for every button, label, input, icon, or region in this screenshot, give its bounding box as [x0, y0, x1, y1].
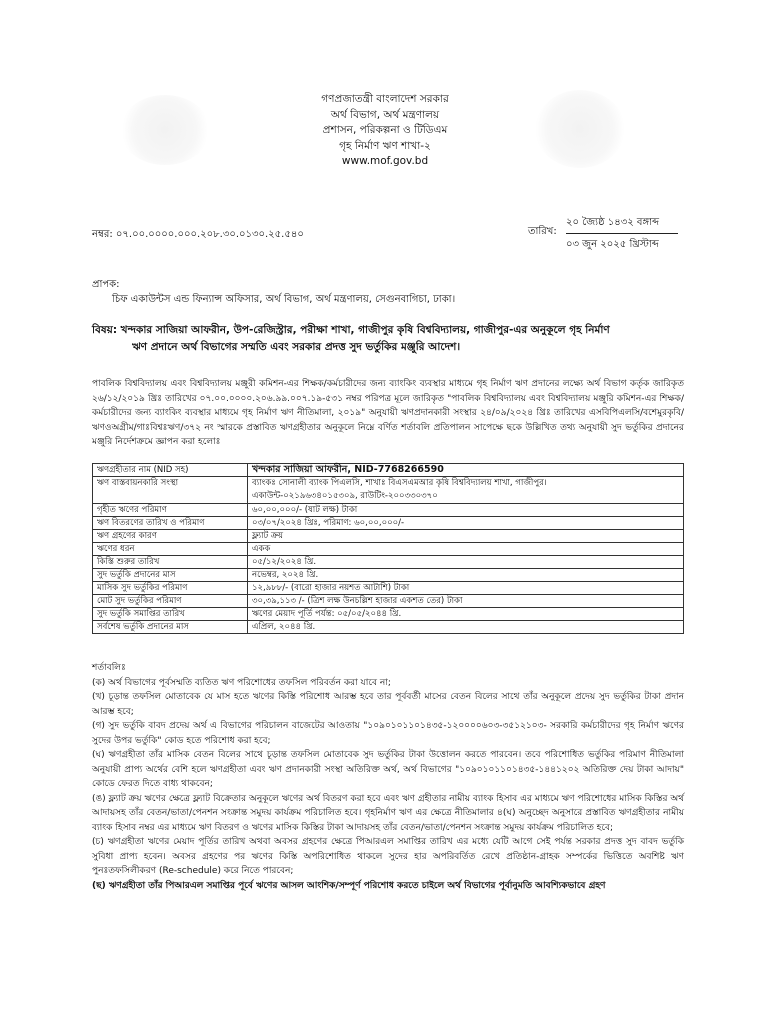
loan-field-value — [248, 477, 684, 504]
condition-item: (গ) সুদ ভর্তুকি বাবদ প্রদেয় অর্থ এ বিভাগের পরিচালন বাজেটের আওতায় "১০৯০১০১১০১৪৩৫-১২০০০০৬০৩-৩৫১২১০৩- সরকারি কর্মচারীদের গৃহ নির্মাণ ঋণের সুদের উপর ভর্তুকি" কোড হতে পরিশোধ করা হবে; — [92, 721, 684, 746]
loan-details-table — [92, 463, 684, 634]
condition-item: (চ) ঋণগ্রহীতা ঋণের মেয়াদ পূর্তির তারিখ অথবা অবসর গ্রহণের ক্ষেত্রে পিআরএল সমাপ্তির তারিখ এর মধ্যে যেটি আগে সেই পর্যন্ত সরকার প্রদত্ত সুদ বাবদ ভর্তুকি সুবিধা প্রাপ্য হবেন। অবসর গ্রহণের পর ঋণের কিস্তি অপরিশোধিত থাকলে সুদের হার অপরিবর্তিত রেখে প্রতিষ্ঠান-গ্রাহক সম্পর্কের ভিত্তিতে অবশিষ্ট ঋণ পুনঃতফসিলীকরণ (Re-schedule) করে নিতে পারবেন; — [92, 837, 684, 876]
loan-field-value: ১২,৯৮৮/- (বারো হাজার নয়শত আটাশি) টাকা — [248, 582, 684, 595]
date-bangla: ২০ জ্যৈষ্ঠ ১৪৩২ বঙ্গাব্দ — [566, 212, 678, 234]
loan-field-label: গৃহীত ঋণের পরিমাণ — [93, 504, 248, 517]
loan-field-value: ফ্ল্যাট ক্রয় — [248, 530, 684, 543]
subject-line2: ঋণ প্রদানে অর্থ বিভাগের সম্মতি এবং সরকার প্রদত্ত সুদ ভর্তুকির মঞ্জুরি আদেশ। — [132, 341, 461, 353]
loan-field-label: ঋণ বিতরণের তারিখ ও পরিমাণ — [93, 517, 248, 530]
loan-table-row — [93, 504, 684, 517]
loan-table-row — [93, 556, 684, 569]
loan-table-row — [93, 621, 684, 634]
loan-field-label: ঋণগ্রহীতার নাম (NID সহ) — [93, 464, 248, 477]
condition-item: (ঘ) ঋণগ্রহীতা তাঁর মাসিক বেতন বিলের সাথে চূড়ান্ত তফসিল মোতাবেক সুদ ভর্তুকির টাকা উত্তোলন করতে পারবেন। তবে পরিশোধিত ভর্তুকির পরিমাণ নীতিমালা অনুযায়ী প্রাপ্য অর্থের বেশি হলে ঋণগ্রহীতা এবং ঋণ প্রদানকারী সংস্থা অতিরিক্ত অর্থ, অর্থ বিভাগের "১০৯০১০১১০১৪৩৫-১৪৪১২০২ অতিরিক্ত দেয় টাকা আদায়" কোডে ফেরত দিতে বাধ্য থাকবেন; — [92, 750, 684, 789]
loan-field-value-line: ব্যাংকঃ সোনালী ব্যাংক পিএলসি, শাখাঃ বিএসএমআর কৃষি বিশ্ববিদ্যালয় শাখা, গাজীপুর। — [252, 478, 547, 488]
subject — [92, 322, 692, 356]
loan-field-label: মোট সুদ ভর্তুকির পরিমাণ — [93, 595, 248, 608]
letterhead — [230, 92, 540, 170]
loan-field-value: ০৫/১২/২০২৪ খ্রি. — [248, 556, 684, 569]
loan-field-label: সুদ ভর্তুকি সমাপ্তির তারিখ — [93, 608, 248, 621]
condition-item: (ছ) ঋণগ্রহীতা তাঁর পিআরএল সমাপ্তির পূর্বে ঋণের আসল আংশিক/সম্পূর্ণ পরিশোধ করতে চাইলে অর্থ বিভাগের পূর্বানুমতি আবশ্যিকভাবে গ্রহণ — [92, 880, 606, 891]
loan-field-value: ০৩/০৭/২০২৪ খ্রিঃ, পরিমাণ: ৬০,০০,০০০/- — [248, 517, 684, 530]
loan-field-value-line: একাউন্ট-০২১৯৬৩৪০১৫৩০৯, রাউটিং-২০০৩৩০৩৭০ — [252, 490, 438, 501]
loan-field-value: একক — [248, 543, 684, 556]
loan-table-row — [93, 477, 684, 504]
loan-field-value: নভেম্বর, ২০২৪ খ্রি. — [248, 569, 684, 582]
date-label: তারিখ: — [528, 226, 557, 237]
government-emblem-icon — [120, 95, 210, 165]
letterhead-website: www.mof.gov.bd — [341, 155, 429, 167]
loan-field-value: ৬০,০০,০০০/- (ষাট লক্ষ) টাকা — [248, 504, 684, 517]
loan-field-value: এপ্রিল, ২০৪৪ খ্রি. — [248, 621, 684, 634]
recipient-address: চিফ একাউন্টস এন্ড ফিন্যান্স অফিসার, অর্থ বিভাগ, অর্থ মন্ত্রণালয়, সেগুনবাগিচা, ঢাকা। — [112, 294, 456, 305]
loan-table-row — [93, 517, 684, 530]
loan-table-row — [93, 569, 684, 582]
date-block — [566, 212, 678, 255]
intro-paragraph: পাবলিক বিশ্ববিদ্যালয় এবং বিশ্ববিদ্যালয় মঞ্জুরী কমিশন-এর শিক্ষক/কর্মচারীদের জন্য ব্যাংকিং ব্যবস্থার মাধ্যমে গৃহ নির্মাণ ঋণ প্রদানের লক্ষ্যে অর্থ বিভাগ কর্তৃক জারিকৃত ২৬/১২/২০১৯ খ্রিঃ তারিখের ০৭.০০.০০০০.২০৬.৯৯.০০৭.১৯-৫৩১ নম্বর পরিপত্র মূলে জারিকৃত "পাবলিক বিশ্ববিদ্যালয় এবং বিশ্ববিদ্যালয় মঞ্জুরি কমিশন-এর শিক্ষক/কর্মচারীদের জন্য ব্যাংকিং ব্যবস্থার মাধ্যমে গৃহ নির্মাণ ঋণ নীতিমালা, ২০১৯" অনুযায়ী ঋণপ্রদানকারী সংস্থার ২৪/০৯/২০২৪ খ্রিঃ তারিখের এসবিপিএলসি/বশেমুরকৃবি/ঋণওঅগ্রীম/গাঃবিশ্বঃঋণ/৩৭২ নং স্মারকে প্রস্তাবিত ঋণগ্রহীতার অনুকূলে নিম্নে বর্ণিত শর্তাবলি প্রতিপালন সাপেক্ষে ছকে উল্লিখিত তথ্য অনুযায়ী সুদ ভর্তুকির প্রদানের মঞ্জুরি নির্দেশক্রমে জ্ঞাপন করা হলোঃ — [92, 379, 684, 447]
loan-field-value: ৩০,৩৯,১১৩ /- (ত্রিশ লক্ষ উনচল্লিশ হাজার একশত তের) টাকা — [248, 595, 684, 608]
letterhead-line2: অর্থ বিভাগ, অর্থ মন্ত্রণালয় — [330, 108, 440, 121]
loan-field-label: সুদ ভর্তুকি প্রদানের মাস — [93, 569, 248, 582]
loan-field-label: ঋণ বাস্তবায়নকারি সংস্থা — [93, 477, 248, 504]
loan-field-label: মাসিক সুদ ভর্তুকির পরিমাণ — [93, 582, 248, 595]
conditions-title: শর্তাবলিঃ — [92, 663, 126, 673]
loan-field-label: ঋণের ধরন — [93, 543, 248, 556]
loan-field-value: খন্দকার সাজিয়া আফরীন, NID-7768266590 — [248, 464, 684, 477]
reference-number: নম্বর: ০৭.০০.০০০০.০০০.২০৮.৩০.০১৩০.২৫.৫৪০ — [92, 229, 304, 240]
loan-table-row — [93, 543, 684, 556]
loan-field-label: সর্বশেষ ভর্তুকি প্রদানের মাস — [93, 621, 248, 634]
date-gregorian: ০৩ জুন ২০২৫ খ্রিস্টাব্দ — [566, 239, 659, 250]
conditions-section — [92, 661, 684, 893]
letterhead-line1: গণপ্রজাতন্ত্রী বাংলাদেশ সরকার — [321, 93, 449, 105]
loan-table-row — [93, 608, 684, 621]
loan-table-row — [93, 464, 684, 477]
letterhead-line4: গৃহ নির্মাণ ঋণ শাখা-২ — [339, 139, 431, 152]
condition-item: (ঙ) ফ্ল্যাট ক্রয় ঋণের ক্ষেত্রে ফ্ল্যাট বিক্রেতার অনুকূলে ঋণের অর্থ বিতরণ করা হবে এবং ঋণ গ্রহীতার নামীয় ব্যাংক হিসাব এর মাধ্যমে ঋণ পরিশোধের মাসিক কিস্তির অর্থ আদায়সহ তাঁর বেতন/ভাতা/পেনশন সংক্রান্ত সমুদয় কার্যক্রম পরিচালিত হবে। গৃহনির্মাণ ঋণ এর ক্ষেত্রে নীতিমালার ৪(ঘ) অনুচ্ছেদ অনুসারে প্রস্তাবিত ঋণগ্রহীতার নামীয় ব্যাংক হিসাব নম্বর এর মাধ্যমে ঋণ বিতরণ ও ঋণের মাসিক কিস্তির টাকা আদায়সহ তাঁর বেতন/ভাতা/পেনশন সংক্রান্ত সমুদয় কার্যক্রম পরিচালিত হবে; — [92, 793, 684, 833]
condition-item: (খ) চূড়ান্ত তফসিল মোতাবেক যে মাস হতে ঋণের কিস্তি পরিশোধ আরম্ভ হবে তার পূর্ববর্তী মাসের বেতন বিলের সাথে তাঁর অনুকূলে প্রদেয় সুদ ভর্তুকির টাকা প্রদান আরম্ভ হবে; — [92, 692, 684, 717]
loan-field-label: কিস্তি শুরুর তারিখ — [93, 556, 248, 569]
letterhead-line3: প্রশাসন, পরিকল্পনা ও টিডিএম — [322, 124, 448, 136]
mujib-logo-icon — [535, 90, 625, 168]
loan-field-value: ঋণের মেয়াদ পূর্তি পর্যন্ত: ০৫/০৫/২০৪৪ খ্রি. — [248, 608, 684, 621]
loan-field-label: ঋণ গ্রহণের কারণ — [93, 530, 248, 543]
loan-table-row — [93, 530, 684, 543]
subject-line1: বিষয়: খন্দকার সাজিয়া আফরীন, উপ-রেজিস্ট্রার, পরীক্ষা শাখা, গাজীপুর কৃষি বিশ্ববিদ্যালয়, গাজীপুর-এর অনুকূলে গৃহ নির্মাণ — [92, 324, 610, 336]
condition-item: (ক) অর্থ বিভাগের পূর্বসম্মতি ব্যতিত ঋণ পরিশোধের তফসিল পরিবর্তন করা যাবে না; — [92, 677, 391, 688]
loan-table-row — [93, 595, 684, 608]
recipient-label: প্রাপক: — [92, 279, 120, 290]
loan-table-row — [93, 582, 684, 595]
